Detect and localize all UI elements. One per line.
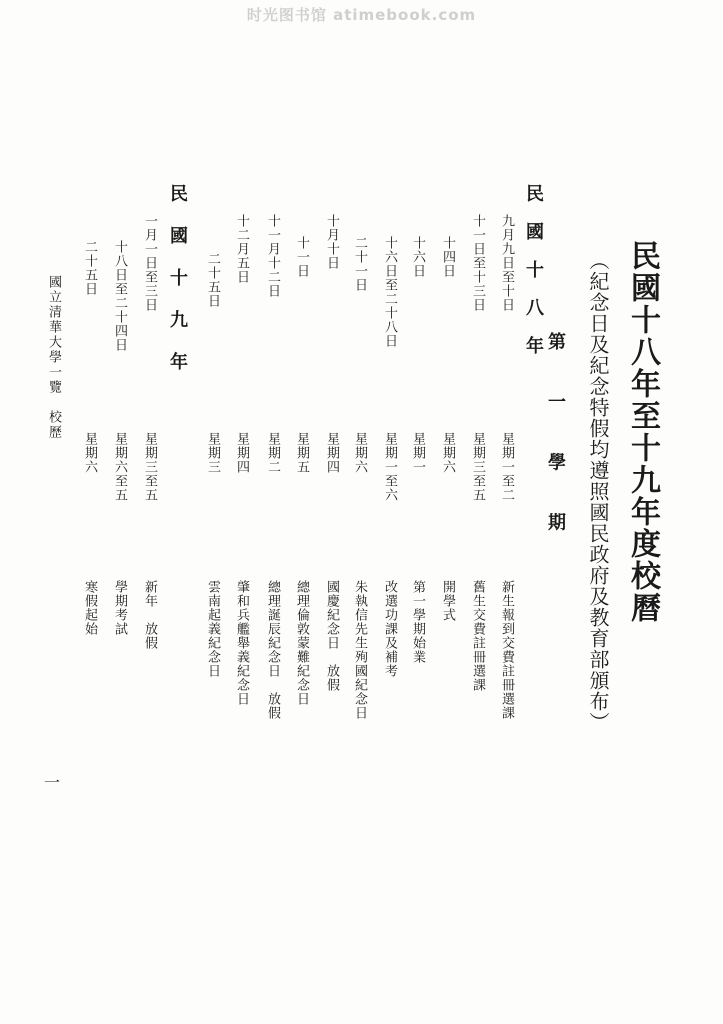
entry-event: 改選功課及補考 [382,580,397,678]
entry-date: 十月十日 [324,214,339,270]
entry-date: 二十五日 [82,240,97,296]
entry-date: 一月一日至三日 [142,214,157,312]
entry-weekday: 星期六 [440,432,455,474]
entry-weekday: 星期一至六 [382,432,397,502]
entry-weekday: 星期一至二 [499,432,514,502]
entry-event: 肇和兵艦舉義紀念日 [234,580,249,706]
entry-date: 十八日至二十四日 [112,240,127,352]
entry-event: 總理倫敦蒙難紀念日 [294,580,309,706]
entry-event: 學期考試 [112,580,127,636]
entry-date: 十四日 [440,236,455,278]
page-number: 一 [44,773,61,792]
page-subtitle: （紀念日及紀念特假均遵照國民政府及教育部頒布） [586,250,610,733]
entry-event: 朱執信先生殉國紀念日 [352,580,367,720]
entry-date: 十一日至十三日 [470,214,485,312]
page-title: 民國十八年至十九年度校曆 [625,240,660,624]
watermark: 时光图书馆 atimebook.com [246,6,477,24]
entry-weekday: 星期六 [352,432,367,474]
entry-weekday: 星期四 [324,432,339,474]
entry-date: 十一月十二日 [265,214,280,298]
entry-weekday: 星期二 [265,432,280,474]
entry-weekday: 星期四 [234,432,249,474]
entry-weekday: 星期三 [205,432,220,474]
footer-caption: 國立清華大學一覽 校歷 [46,275,61,440]
entry-event: 雲南起義紀念日 [205,580,220,678]
entry-weekday: 星期一 [410,432,425,474]
entry-event: 新年 放假 [142,580,157,650]
entry-date: 二十一日 [352,236,367,292]
entry-date: 十六日 [410,236,425,278]
year-heading-2: 民國十九年 [167,184,188,394]
entry-weekday: 星期六 [82,432,97,474]
year-heading-1: 民國十八年 [523,184,544,374]
entry-event: 舊生交費註冊選課 [470,580,485,692]
entry-date: 九月九日至十日 [499,214,514,312]
entry-weekday: 星期五 [294,432,309,474]
entry-event: 國慶紀念日 放假 [324,580,339,692]
entry-event: 開學式 [440,580,455,622]
entry-event: 第一學期始業 [410,580,425,664]
entry-event: 寒假起始 [82,580,97,636]
entry-date: 十六日至二十八日 [382,236,397,348]
entry-event: 總理誕辰紀念日 放假 [265,580,280,720]
entry-weekday: 星期三至五 [142,432,157,502]
entry-weekday: 星期六至五 [112,432,127,502]
semester-heading: 第 一 學 期 [545,332,566,549]
entry-event: 新生報到交費註冊選課 [499,580,514,720]
entry-weekday: 星期三至五 [470,432,485,502]
entry-date: 二十五日 [205,252,220,308]
entry-date: 十二月五日 [234,214,249,284]
entry-date: 十一日 [294,236,309,278]
